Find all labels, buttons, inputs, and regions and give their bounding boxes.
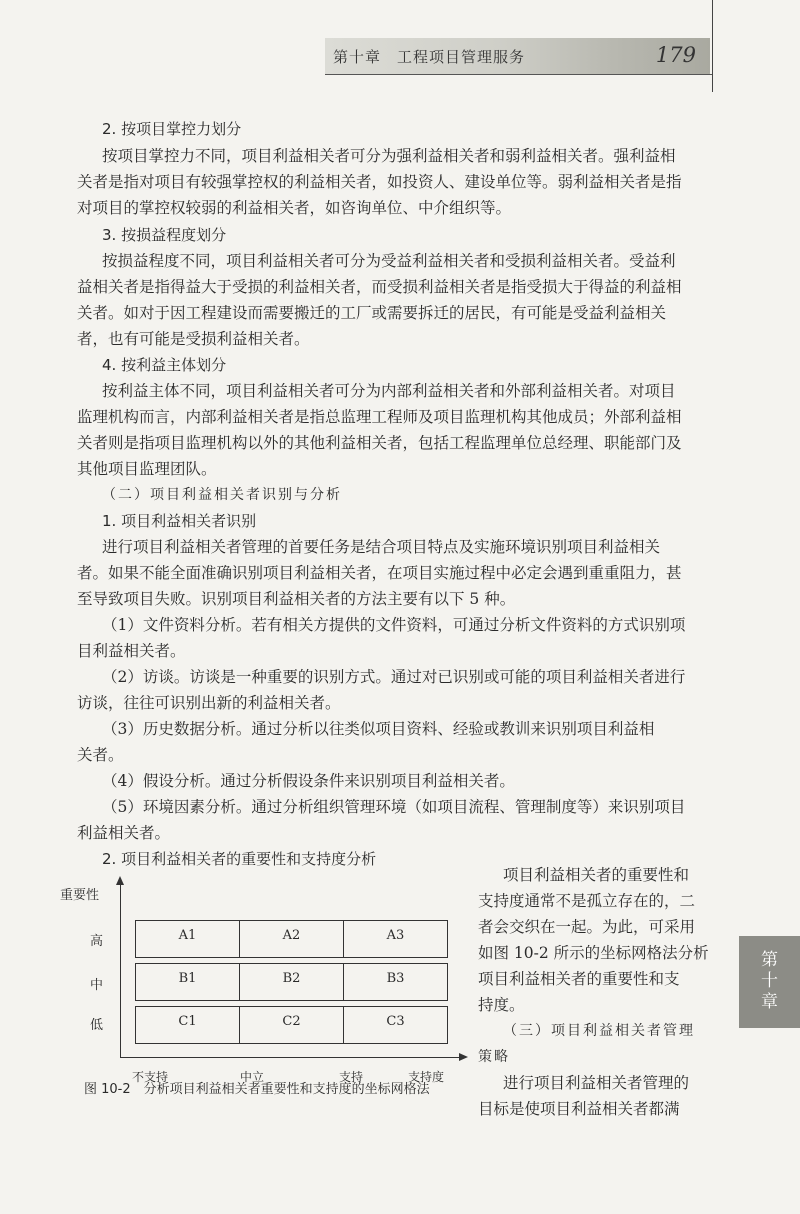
paragraph-line: 者，也有可能是受损利益相关者。	[77, 330, 310, 348]
paragraph-line: （2）访谈。访谈是一种重要的识别方式。通过对已识别或可能的项目利益相关者进行	[102, 668, 686, 686]
x-axis	[120, 1057, 460, 1058]
section-heading: 3. 按损益程度划分	[102, 226, 227, 244]
grid-cell: B3	[343, 963, 448, 1001]
paragraph-line: 访谈，往往可识别出新的利益相关者。	[77, 694, 341, 712]
paragraph-line: 关者则是指项目监理机构以外的其他利益相关者，包括工程监理单位总经理、职能部门及	[77, 434, 682, 452]
paragraph-line: 持度。	[478, 996, 525, 1014]
section-heading: 2. 项目利益相关者的重要性和支持度分析	[102, 850, 377, 868]
subsection-heading: （二）项目利益相关者识别与分析	[102, 487, 342, 503]
paragraph-line: 者会交织在一起。为此，可采用	[478, 918, 696, 936]
grid-cell: B2	[239, 963, 344, 1001]
y-axis-label: 重要性	[60, 888, 100, 903]
chapter-title: 第十章 工程项目管理服务	[333, 48, 526, 66]
grid-cell: C3	[343, 1006, 448, 1044]
chapter-side-tab	[739, 936, 800, 1028]
margin-rule	[712, 0, 713, 92]
grid-cell: C2	[239, 1006, 344, 1044]
paragraph-line: （5）环境因素分析。通过分析组织管理环境（如项目流程、管理制度等）来识别项目	[102, 798, 686, 816]
grid-cell: C1	[135, 1006, 240, 1044]
grid-cell: B1	[135, 963, 240, 1001]
grid-cell: A3	[343, 920, 448, 958]
paragraph-line: 者。如果不能全面准确识别项目利益相关者，在项目实施过程中必定会遇到重重阻力，甚	[77, 564, 682, 582]
paragraph-line: 关者。	[77, 746, 124, 764]
subsection-heading: （三）项目利益相关者管理	[503, 1023, 695, 1039]
paragraph-line: 项目利益相关者的重要性和	[503, 866, 690, 884]
paragraph-line: 项目利益相关者的重要性和支	[478, 970, 680, 988]
paragraph-line: 利益相关者。	[77, 824, 171, 842]
figure-caption: 图 10-2 分析项目利益相关者重要性和支持度的坐标网格法	[84, 1082, 430, 1097]
paragraph-line: 监理机构而言，内部利益相关者是指总监理工程师及项目监理机构其他成员；外部利益相	[77, 408, 682, 426]
paragraph-line: 支持度通常不是孤立存在的，二	[478, 892, 696, 910]
paragraph-line: 关者。如对于因工程建设而需要搬迁的工厂或需要拆迁的居民，有可能是受益利益相关	[77, 304, 667, 322]
paragraph-line: 按项目掌控力不同，项目利益相关者可分为强利益相关者和弱利益相关者。强利益相	[102, 147, 676, 165]
row-label: 低	[90, 1018, 104, 1033]
paragraph-line: 关者是指对项目有较强掌控权的利益相关者，如投资人、建设单位等。弱利益相关者是指	[77, 173, 682, 191]
paragraph-line: 目利益相关者。	[77, 642, 186, 660]
col-label: 中立	[240, 1070, 265, 1084]
side-tab-char: 章	[761, 992, 778, 1012]
subsection-heading: 策略	[478, 1049, 510, 1065]
side-tab-char: 十	[761, 971, 778, 991]
grid-cell: A2	[239, 920, 344, 958]
x-axis-label: 支持度	[408, 1070, 445, 1084]
y-axis	[120, 884, 121, 1058]
grid-cell: A1	[135, 920, 240, 958]
paragraph-line: 益相关者是指得益大于受损的利益相关者，而受损利益相关者是指受损大于得益的利益相	[77, 278, 682, 296]
side-tab-char: 第	[761, 950, 778, 970]
paragraph-line: 如图 10-2 所示的坐标网格法分析	[478, 944, 709, 962]
paragraph-line: 按损益程度不同，项目利益相关者可分为受益利益相关者和受损利益相关者。受益利	[102, 252, 676, 270]
page-number: 179	[655, 43, 696, 67]
grid-figure	[60, 872, 460, 1084]
header-rule	[325, 74, 713, 75]
col-label: 支持	[339, 1070, 364, 1084]
paragraph-line: 其他项目监理团队。	[77, 460, 217, 478]
paragraph-line: 至导致项目失败。识别项目利益相关者的方法主要有以下 5 种。	[77, 590, 516, 608]
paragraph-line: 目标是使项目利益相关者都满	[478, 1100, 680, 1118]
col-label: 不支持	[132, 1070, 169, 1084]
paragraph-line: （3）历史数据分析。通过分析以往类似项目资料、经验或教训来识别项目利益相	[102, 720, 655, 738]
paragraph-line: 进行项目利益相关者管理的首要任务是结合项目特点及实施环境识别项目利益相关	[102, 538, 661, 556]
section-heading: 2. 按项目掌控力划分	[102, 120, 242, 138]
paragraph-line: 进行项目利益相关者管理的	[503, 1074, 690, 1092]
row-label: 高	[90, 934, 104, 949]
paragraph-line: 对项目的掌控权较弱的利益相关者，如咨询单位、中介组织等。	[77, 199, 512, 217]
row-label: 中	[90, 978, 104, 993]
paragraph-line: （4）假设分析。通过分析假设条件来识别项目利益相关者。	[102, 772, 515, 790]
paragraph-line: 按利益主体不同，项目利益相关者可分为内部利益相关者和外部利益相关者。对项目	[102, 382, 676, 400]
running-header	[325, 38, 710, 74]
section-heading: 1. 项目利益相关者识别	[102, 512, 257, 530]
paragraph-line: （1）文件资料分析。若有相关方提供的文件资料，可通过分析文件资料的方式识别项	[102, 616, 686, 634]
section-heading: 4. 按利益主体划分	[102, 356, 227, 374]
